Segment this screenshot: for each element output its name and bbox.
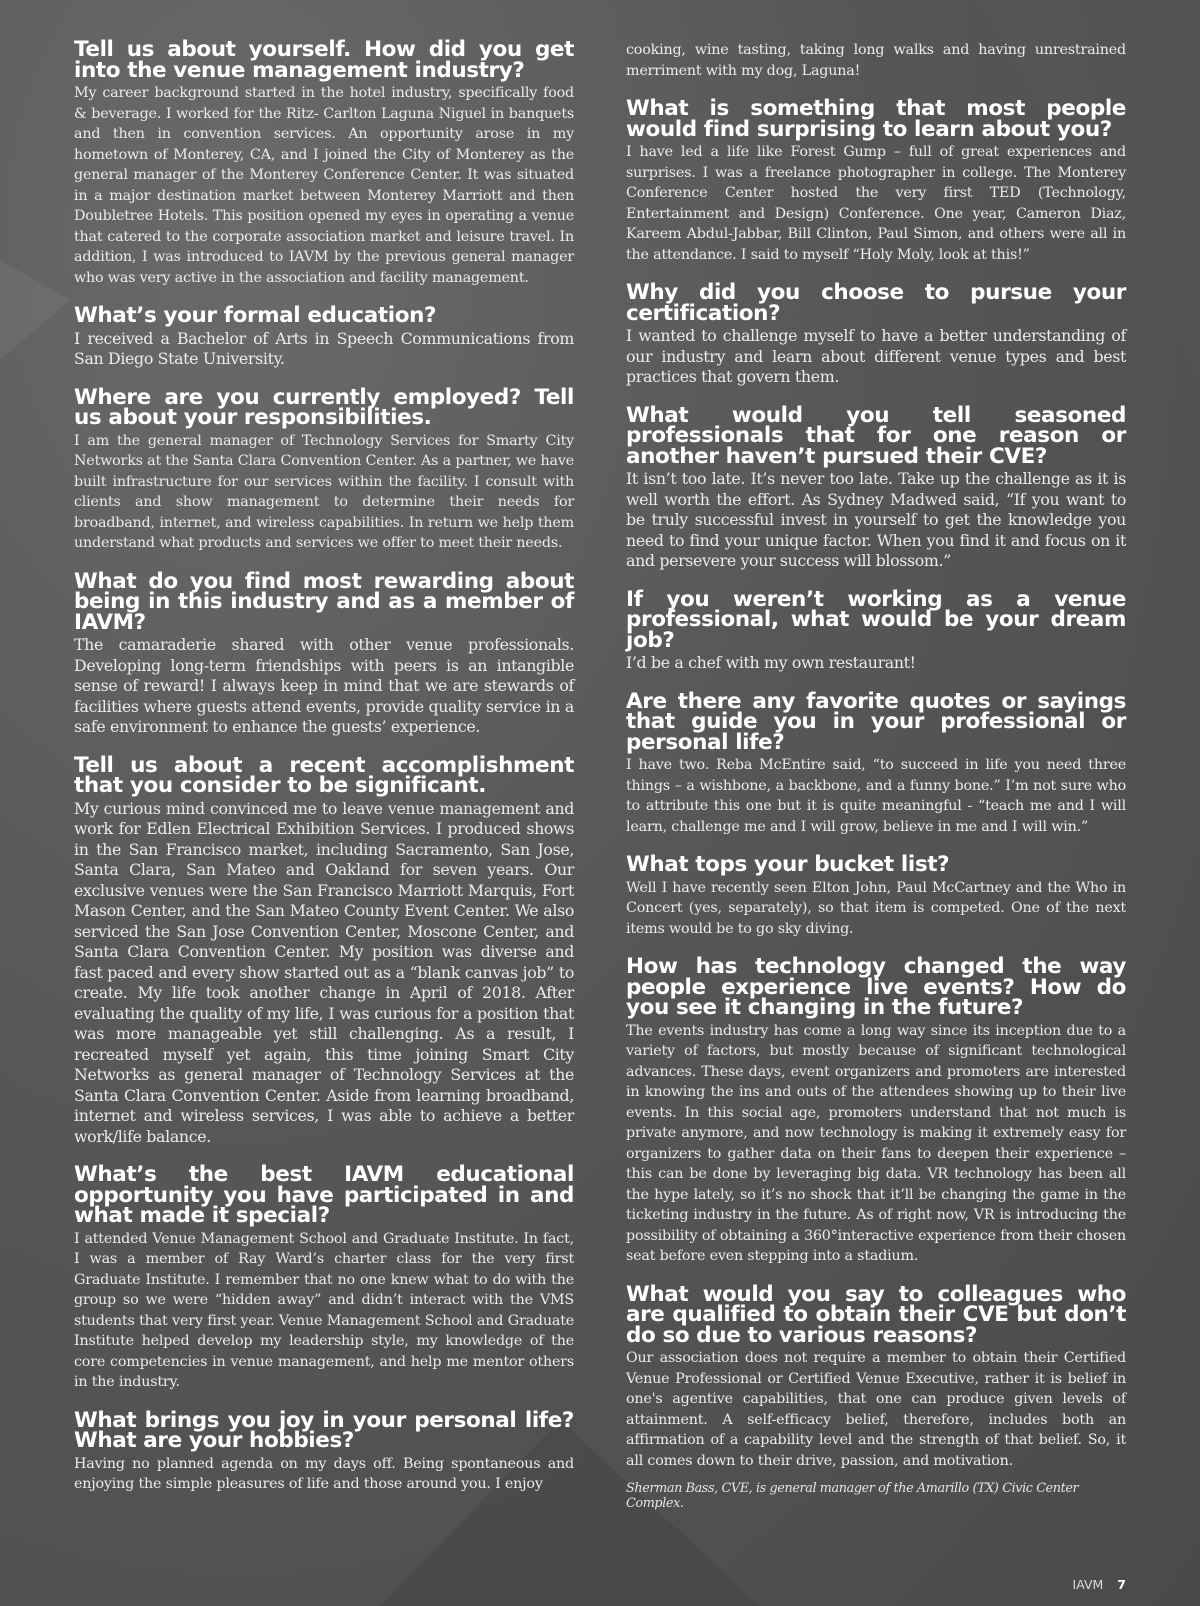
question-heading: What is something that most people would find surprising to learn about you?: [626, 96, 1126, 142]
answer-text: I am the general manager of Technology Services for Smarty City Networks at the Santa Clara Convention Center. As a partner, we have built infrastructure for our services within the facility. I consult with clients and show management to determine their needs for broadband, internet, and wireless capabilities. In return we help them understand what products and services we offer to meet their needs.: [74, 432, 574, 551]
answer-text: Our association does not require a member to obtain their Certified Venue Professional or Certified Venue Executive, rather it is belief in one's agentive capabilities, that one can produce given levels of attainment. A self-efficacy belief, therefore, includes both an affirmation of a capability level and the strength of that belief. So, it all comes down to their drive, passion, and motivation.: [626, 1350, 1126, 1469]
answer-text: I received a Bachelor of Arts in Speech Communications from San Diego State University.: [74, 328, 574, 368]
question-heading: What tops your bucket list?: [626, 852, 950, 877]
answer-text: My curious mind convinced me to leave venue management and work for Edlen Electrical Exhibition Services. I produced shows in the San Francisco market, including Sacramento, San Jose, Santa Clara, San Mateo and Oakland for seven years. Our exclusive venues were the San Francisco Marriott Marquis, Fort Mason Center, and the San Mateo County Event Center. We also serviced the San Jose Convention Center, Moscone Center, and Santa Clara Convention Center. My position was diverse and fast paced and every show started out as a “blank canvas job” to create. My life took another change in April of 2018. After evaluating the quality of my life, I was curious for a position that was more manageable yet still challenging. As a result, I recreated myself yet again, this time joining Smart City Networks as general manager of Technology Services at the Santa Clara Convention Center. Aside from learning broadband, internet and wireless services, I was able to achieve a better work/life balance.: [74, 798, 574, 1146]
question-heading: Where are you currently employed? Tell us about your responsibilities.: [74, 384, 574, 430]
answer-text: I wanted to challenge myself to have a better understanding of our industry and learn about different venue types and best practices that govern them.: [626, 326, 1126, 386]
answer-text: I’d be a chef with my own restaurant!: [626, 653, 916, 672]
footer-label: IAVM: [1072, 1577, 1104, 1592]
author-bio: Sherman Bass, CVE, is general manager of the Amarillo (TX) Civic Center Complex.: [626, 1481, 1079, 1511]
question-heading: What would you say to colleagues who are qualified to obtain their CVE but don’t do so due to various reasons?: [626, 1281, 1126, 1348]
answer-text: Having no planned agenda on my days off. Being spontaneous and enjoying the simple pleasures of life and those around you. I enjoy: [74, 1455, 574, 1492]
answer-text: Well I have recently seen Elton John, Paul McCartney and the Who in Concert (yes, separately), so that item is competed. One of the next items would be to go sky diving.: [626, 879, 1126, 937]
answer-text-continued: cooking, wine tasting, taking long walks and having unrestrained merriment with my dog, Laguna!: [626, 42, 1126, 79]
question-heading: How has technology changed the way people experience live events? How do you see it changing in the future?: [626, 954, 1126, 1020]
question-heading: Tell us about a recent accomplishment that you consider to be significant.: [74, 752, 574, 798]
question-heading: What’s your formal education?: [74, 303, 437, 328]
left-column: [74, 37, 574, 1495]
question-heading: Why did you choose to pursue your certification?: [626, 280, 1126, 326]
question-heading: What do you find most rewarding about being in this industry and as a member of IAVM?: [74, 568, 574, 635]
answer-text: It isn’t too late. It’s never too late. Take up the challenge as it is well worth the effort. As Sydney Madwed said, “If you want to be truly successful invest in yourself to get the knowledge you need to find your unique factor. When you find it and focus on it and persevere your success will blossom.”: [626, 469, 1126, 570]
page-number: 7: [1117, 1577, 1126, 1592]
background-streak: [0, 260, 70, 360]
question-heading: What would you tell seasoned professionals that for one reason or another haven’t pursued their CVE?: [626, 402, 1126, 469]
answer-text: My career background started in the hotel industry, specifically food & beverage. I worked for the Ritz- Carlton Laguna Niguel in banquets and then in convention services. An opportunity arose in my hometown of Monterey, CA, and I joined the City of Monterey as the general manager of the Monterey Conference Center. It was situated in a major destination market between Monterey Marriott and then Doubletree Hotels. This position opened my eyes in operating a venue that catered to the corporate association market and leisure travel. In addition, I was introduced to IAVM by the previous general manager who was very active in the association and facility management.: [74, 85, 574, 286]
answer-text: The camaraderie shared with other venue professionals. Developing long-term friendships with peers is an intangible sense of reward! I always keep in mind that we are stewards of facilities where guests attend events, provide quality service in a safe environment to enhance the guests’ experience.: [74, 635, 574, 736]
answer-text: The events industry has come a long way since its inception due to a variety of factors, but mostly because of significant technological advances. These days, event organizers and promoters are interested in knowing the ins and outs of the attendees showing up to their live events. In this social age, promoters understand that not much is private anymore, and now technology is making it extremely easy for organizers to gather data on their fans to deepen their experience – this can be done by leveraging big data. VR technology has been all the hype lately, so it’s no shock that it’ll be changing the game in the ticketing industry in the future. As of right now, VR is introducing the possibility of obtaining a 360°interactive experience from their chosen seat before even stepping into a stadium.: [626, 1022, 1126, 1264]
question-heading: What’s the best IAVM educational opportunity you have participated in and what made it special?: [74, 1162, 574, 1228]
page-footer: [1073, 1577, 1126, 1592]
right-column: [626, 40, 1126, 1511]
question-heading: Tell us about yourself. How did you get into the venue management industry?: [74, 37, 574, 83]
answer-text: I have two. Reba McEntire said, “to succeed in life you need three things – a wishbone, a backbone, and a funny bone.” I’m not sure who to attribute this one but it is quite meaningful - “teach me and I will learn, challenge me and I will grow, believe in me and I will win.”: [626, 757, 1126, 835]
question-heading: What brings you joy in your personal life? What are your hobbies?: [74, 1407, 574, 1453]
question-heading: Are there any favorite quotes or sayings that guide you in your professional or personal life?: [626, 688, 1126, 755]
answer-text: I attended Venue Management School and Graduate Institute. In fact, I was a member of Ray Ward’s charter class for the very first Graduate Institute. I remember that no one knew what to do with the group so we were “hidden away” and didn’t interact with the VMS students that very first year. Venue Management School and Graduate Institute helped develop my leadership style, my knowledge of the core competencies in venue management, and help me mentor others in the industry.: [74, 1230, 574, 1390]
answer-text: I have led a life like Forest Gump – full of great experiences and surprises. I was a freelance photographer in college. The Monterey Conference Center hosted the very first TED (Technology, Entertainment and Design) Conference. One year, Cameron Diaz, Kareem Abdul-Jabbar, Bill Clinton, Paul Simon, and others were all in the attendance. I said to myself “Holy Moly, look at this!”: [626, 144, 1126, 263]
question-heading: If you weren’t working as a venue professional, what would be your dream job?: [626, 586, 1126, 653]
